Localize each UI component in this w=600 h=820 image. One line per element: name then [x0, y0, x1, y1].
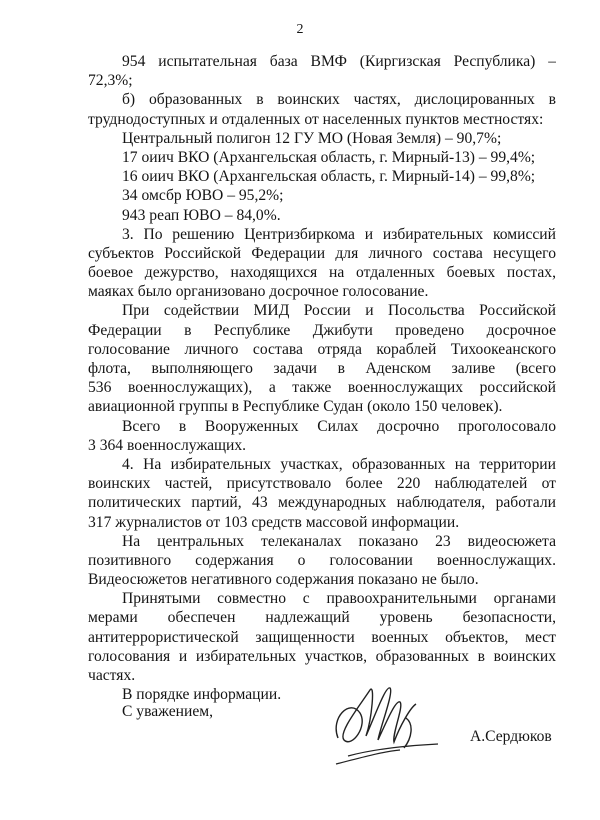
- text-line: Федерации в Республике Джибути проведено досрочное: [88, 321, 556, 339]
- page-number: 2: [296, 22, 304, 37]
- text-line: Центральный полигон 12 ГУ МО (Новая Земля) – 90,7%;: [122, 129, 502, 147]
- signer-name: А.Сердюков: [470, 728, 552, 745]
- text-line: 954 испытательная база ВМФ (Киргизская Республика) –: [122, 53, 556, 70]
- text-line: При содействии МИД России и Посольства Российской: [122, 302, 556, 320]
- signature: [330, 678, 440, 770]
- text-line: 17 оиич ВКО (Архангельская область, г. Мирный-13) – 99,4%;: [122, 148, 536, 166]
- text-line: голосования и избирательных участков, образованных в воинских: [88, 647, 556, 665]
- text-line: Всего в Вооруженных Силах досрочно проголосовало: [122, 417, 556, 435]
- text-line: 3 364 военнослужащих.: [88, 436, 247, 454]
- text-line: позитивного содержания о голосовании военнослужащих.: [88, 551, 556, 569]
- text-line: субъектов Российской Федерации для личного состава несущего: [88, 244, 556, 262]
- text-line: В порядке информации.: [122, 686, 282, 704]
- text-line: 34 омсбр ЮВО – 95,2%;: [122, 187, 284, 205]
- text-line: 3. По решению Центризбиркома и избирательных комиссий: [122, 225, 556, 243]
- text-line: 16 оиич ВКО (Архангельская область, г. Мирный-14) – 99,8%;: [122, 168, 536, 186]
- closing-salutation: С уважением,: [122, 703, 214, 720]
- text-line: 536 военнослужащих), а также военнослужащих российской: [88, 379, 556, 397]
- text-line: Видеосюжетов негативного содержания показано не было.: [88, 571, 479, 589]
- text-line: 4. На избирательных участках, образованных на территории: [122, 455, 556, 473]
- text-line: 943 реап ЮВО – 84,0%.: [122, 206, 281, 224]
- text-line: частях.: [88, 667, 136, 684]
- text-line: флота, выполняющего задачи в Аденском заливе (всего: [88, 360, 556, 377]
- text-line: антитеррористической защищенности военных объектов, мест: [88, 628, 556, 646]
- text-line: 317 журналистов от 103 средств массовой информации.: [88, 513, 460, 531]
- text-line: маяках было организовано досрочное голосование.: [88, 283, 429, 301]
- document-body: [88, 52, 556, 704]
- text-line: воинских частей, присутствовало более 220 наблюдателей от: [88, 475, 556, 493]
- text-line: На центральных телеканалах показано 23 видеосюжета: [122, 532, 556, 550]
- text-line: 72,3%;: [88, 72, 133, 90]
- text-line: политических партий, 43 международных наблюдателя, работали: [88, 494, 556, 512]
- text-line: труднодоступных и отдаленных от населенных пунктов местностях:: [88, 110, 544, 128]
- text-line: боевое дежурство, находящихся на отдаленных боевых постах,: [88, 264, 556, 282]
- text-line: мерами обеспечен надлежащий уровень безопасности,: [88, 609, 556, 627]
- text-line: б) образованных в воинских частях, дислоцированных в: [122, 91, 556, 109]
- text-line: авиационной группы в Республике Судан (около 150 человек).: [88, 398, 503, 416]
- text-line: голосование личного состава отряда кораблей Тихоокеанского: [88, 340, 556, 358]
- text-line: Принятыми совместно с правоохранительными органами: [122, 590, 556, 608]
